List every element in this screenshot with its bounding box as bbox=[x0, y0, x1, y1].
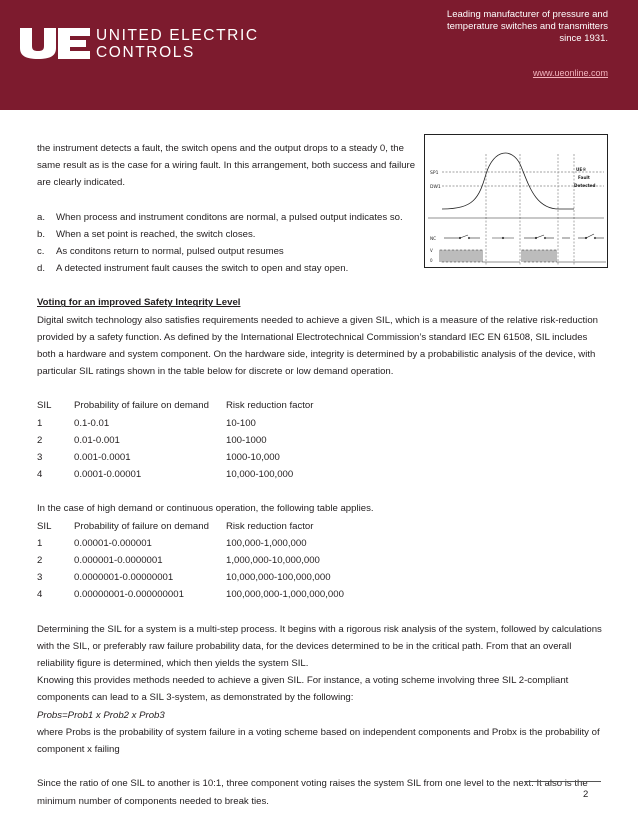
company-name-line1: UNITED ELECTRIC bbox=[96, 27, 259, 44]
zero-label: 0 bbox=[430, 258, 433, 263]
table-row: 4 0.00000001-0.000000001 100,000,000-1,000,000,000 bbox=[37, 589, 344, 601]
sil-table-low-demand bbox=[37, 397, 607, 483]
company-name-line2: CONTROLS bbox=[96, 44, 195, 61]
nc-label: NC bbox=[430, 236, 437, 241]
table-row: 1 0.1-0.01 10-100 bbox=[37, 417, 256, 429]
list-item: a. When process and instrument conditons are normal, a pulsed output indicates so. bbox=[37, 211, 403, 223]
table2-intro: In the case of high demand or continuous operation, the following table applies. bbox=[37, 503, 374, 515]
page-content bbox=[37, 140, 607, 810]
table-header-row: SIL Probability of failure on demand Risk reduction factor bbox=[37, 520, 314, 532]
page-header bbox=[0, 0, 638, 110]
sil-table-high-demand bbox=[37, 518, 607, 604]
website-link[interactable]: www.ueonline.com bbox=[532, 68, 608, 78]
table-row: 3 0.0000001-0.00000001 10,000,000-100,000,000 bbox=[37, 572, 331, 584]
ue-logo-mark bbox=[18, 26, 92, 60]
list-item: c. As conditons return to normal, pulsed output resumes bbox=[37, 246, 284, 258]
where-paragraph: where Probs is the probability of system failure in a voting scheme based on independent components and Probx is the probability of component x failing bbox=[37, 726, 600, 756]
table-row: 2 0.000001-0.0000001 1,000,000-10,000,000 bbox=[37, 555, 320, 567]
table-header-row: SIL Probability of failure on demand Risk reduction factor bbox=[37, 400, 314, 412]
list-item: d. A detected instrument fault causes the switch to open and stay open. bbox=[37, 263, 349, 275]
determining-paragraph: Determining the SIL for a system is a multi-step process. It begins with a rigorous risk analysis of the system, followed by calculations with the SIL, or preferably raw failure probability data, for the devices determined to be in the critical path. From that an overall reliability figure is determined, which then yields the system SIL. bbox=[37, 623, 602, 670]
voltage-label: V bbox=[430, 248, 433, 253]
voting-paragraph: Digital switch technology also satisfies requirements needed to achieve a given SIL, which is a measure of the relative risk-reduction provided by a safety function. As defined by the International Electrotechnical Commission’s standard IEC EN 61508, SIL includes both a hardware and system component. On the hardware side, integrity is determined by a probabilistic analysis of the device, with particular SIL ratings shown in the table below for discrete or low demand operation. bbox=[37, 314, 598, 378]
table-row: 1 0.00001-0.000001 100,000-1,000,000 bbox=[37, 537, 307, 549]
company-name bbox=[96, 27, 259, 61]
footer-rule bbox=[525, 781, 601, 782]
table-row: 4 0.0001-0.00001 10,000-100,000 bbox=[37, 469, 294, 481]
table-row: 3 0.001-0.0001 1000-10,000 bbox=[37, 452, 280, 464]
table-row: 2 0.01-0.001 100-1000 bbox=[37, 434, 267, 446]
page-number: 2 bbox=[583, 789, 589, 800]
dw1-label: DW1 bbox=[430, 185, 441, 190]
behavior-list bbox=[37, 209, 607, 278]
intro-paragraph: the instrument detects a fault, the switch opens and the output drops to a steady 0, the same result as is the case for a wiring fault. In this arrangement, both success and failure are clearly indicated. bbox=[37, 143, 416, 189]
sp1-label: SP1 bbox=[430, 171, 439, 176]
probability-formula: Probs=Prob1 x Prob2 x Prob3 bbox=[37, 709, 165, 721]
since-paragraph: Since the ratio of one SIL to another is 10:1, three component voting raises the system SIL from one level to the next. It also is the minimum number of components needed to break ties. bbox=[37, 778, 588, 807]
voting-heading: Voting for an improved Safety Integrity Level bbox=[37, 297, 241, 309]
knowing-paragraph: Knowing this provides methods needed to achieve a given SIL. For instance, a voting scheme involving three SIL 2-compliant components can lead to a SIL 3-system, as demonstrated by the following: bbox=[37, 675, 569, 704]
detected-label: Detected bbox=[574, 183, 596, 188]
company-tagline: Leading manufacturer of pressure and temperature switches and transmitters since 1931. bbox=[446, 9, 608, 44]
ue-fault-label: UE® bbox=[576, 167, 587, 172]
list-item: b. When a set point is reached, the switch closes. bbox=[37, 228, 256, 240]
fault-label: Fault bbox=[578, 175, 590, 180]
